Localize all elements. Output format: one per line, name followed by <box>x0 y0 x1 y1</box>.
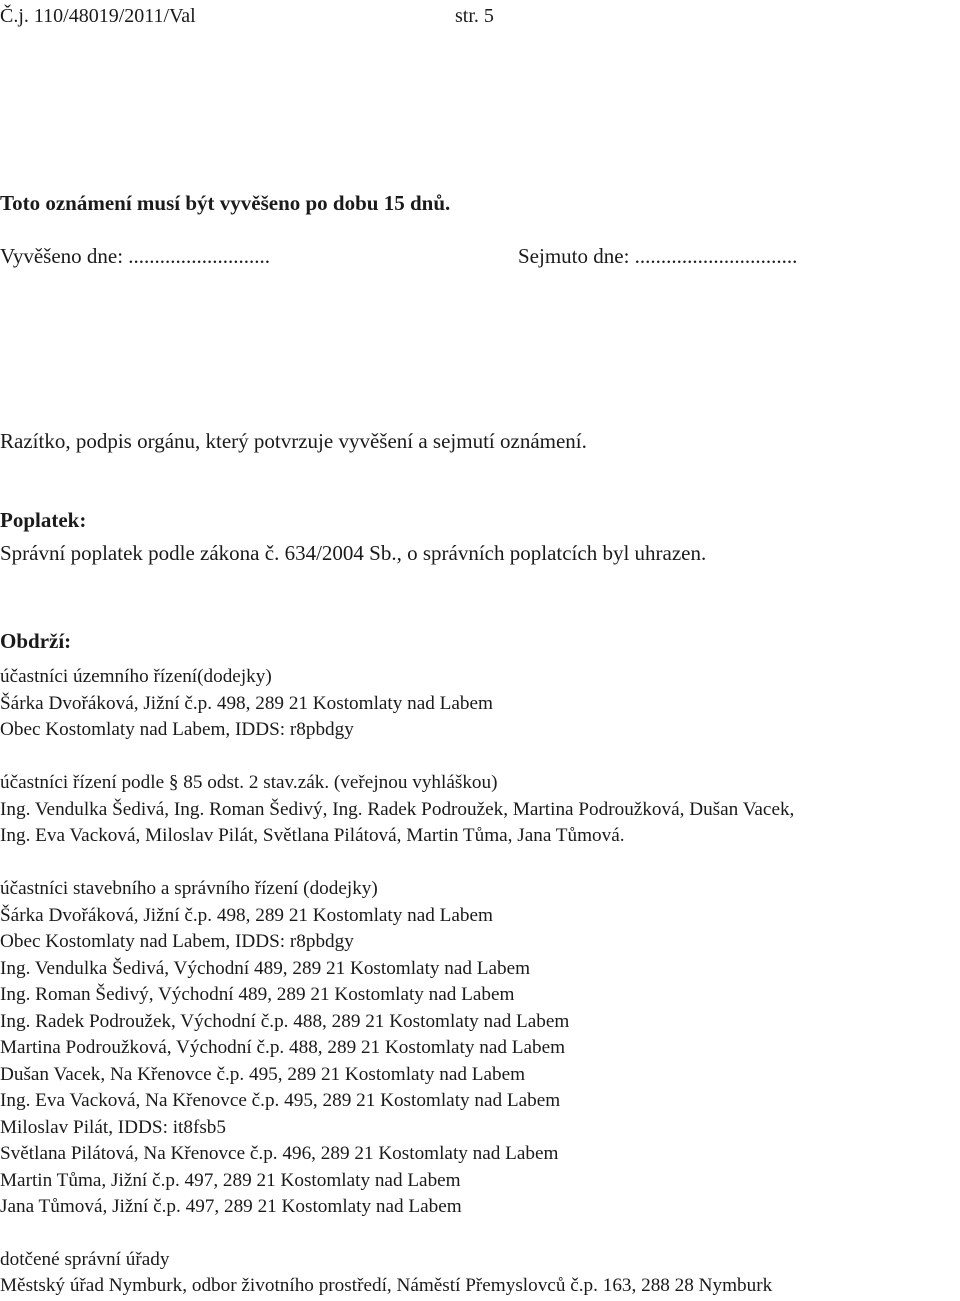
group-title-public-notice-participants: účastníci řízení podle § 85 odst. 2 stav.zák. (veřejnou vyhláškou) <box>0 772 498 793</box>
list-item: Martina Podroužková, Východní č.p. 488, 289 21 Kostomlaty nad Labem <box>0 1037 566 1058</box>
list-item: Miloslav Pilát, IDDS: it8fsb5 <box>0 1117 226 1138</box>
page-number: str. 5 <box>455 5 494 27</box>
group-title-building-participants: účastníci stavebního a správního řízení (dodejky) <box>0 878 378 899</box>
list-item: Obec Kostomlaty nad Labem, IDDS: r8pbdgy <box>0 931 354 952</box>
list-item: Obec Kostomlaty nad Labem, IDDS: r8pbdgy <box>0 719 354 740</box>
list-item: Martin Tůma, Jižní č.p. 497, 289 21 Kostomlaty nad Labem <box>0 1170 461 1191</box>
group-title-authorities: dotčené správní úřady <box>0 1249 170 1270</box>
recipients-heading: Obdrží: <box>0 629 72 653</box>
list-item: Ing. Radek Podroužek, Východní č.p. 488, 289 21 Kostomlaty nad Labem <box>0 1011 570 1032</box>
list-item: Světlana Pilátová, Na Křenovce č.p. 496, 289 21 Kostomlaty nad Labem <box>0 1143 559 1164</box>
list-item: Ing. Vendulka Šedivá, Východní 489, 289 21 Kostomlaty nad Labem <box>0 958 531 979</box>
group-title-zoning-participants: účastníci územního řízení(dodejky) <box>0 666 272 687</box>
reference-number: Č.j. 110/48019/2011/Val <box>0 5 196 27</box>
list-item: Ing. Roman Šedivý, Východní 489, 289 21 Kostomlaty nad Labem <box>0 984 515 1005</box>
list-item: Šárka Dvořáková, Jižní č.p. 498, 289 21 Kostomlaty nad Labem <box>0 905 493 926</box>
stamp-note: Razítko, podpis orgánu, který potvrzuje vyvěšení a sejmutí oznámení. <box>0 429 587 453</box>
fee-text: Správní poplatek podle zákona č. 634/2004 Sb., o správních poplatcích byl uhrazen. <box>0 541 707 565</box>
list-item: Městský úřad Nymburk, odbor životního prostředí, Náměstí Přemyslovců č.p. 163, 288 28 Nymburk <box>0 1275 773 1296</box>
list-item: Šárka Dvořáková, Jižní č.p. 498, 289 21 Kostomlaty nad Labem <box>0 693 493 714</box>
removed-on-field: Sejmuto dne: ............................... <box>518 244 798 268</box>
posting-period-notice: Toto oznámení musí být vyvěšeno po dobu 15 dnů. <box>0 191 451 215</box>
fee-heading: Poplatek: <box>0 508 87 532</box>
list-item: Ing. Vendulka Šedivá, Ing. Roman Šedivý, Ing. Radek Podroužek, Martina Podroužková, Dušan Vacek, <box>0 799 795 820</box>
list-item: Dušan Vacek, Na Křenovce č.p. 495, 289 21 Kostomlaty nad Labem <box>0 1064 526 1085</box>
list-item: Ing. Eva Vacková, Na Křenovce č.p. 495, 289 21 Kostomlaty nad Labem <box>0 1090 561 1111</box>
list-item: Jana Tůmová, Jižní č.p. 497, 289 21 Kostomlaty nad Labem <box>0 1196 462 1217</box>
list-item: Ing. Eva Vacková, Miloslav Pilát, Světlana Pilátová, Martin Tůma, Jana Tůmová. <box>0 825 625 846</box>
posted-on-field: Vyvěšeno dne: ........................... <box>0 244 271 268</box>
